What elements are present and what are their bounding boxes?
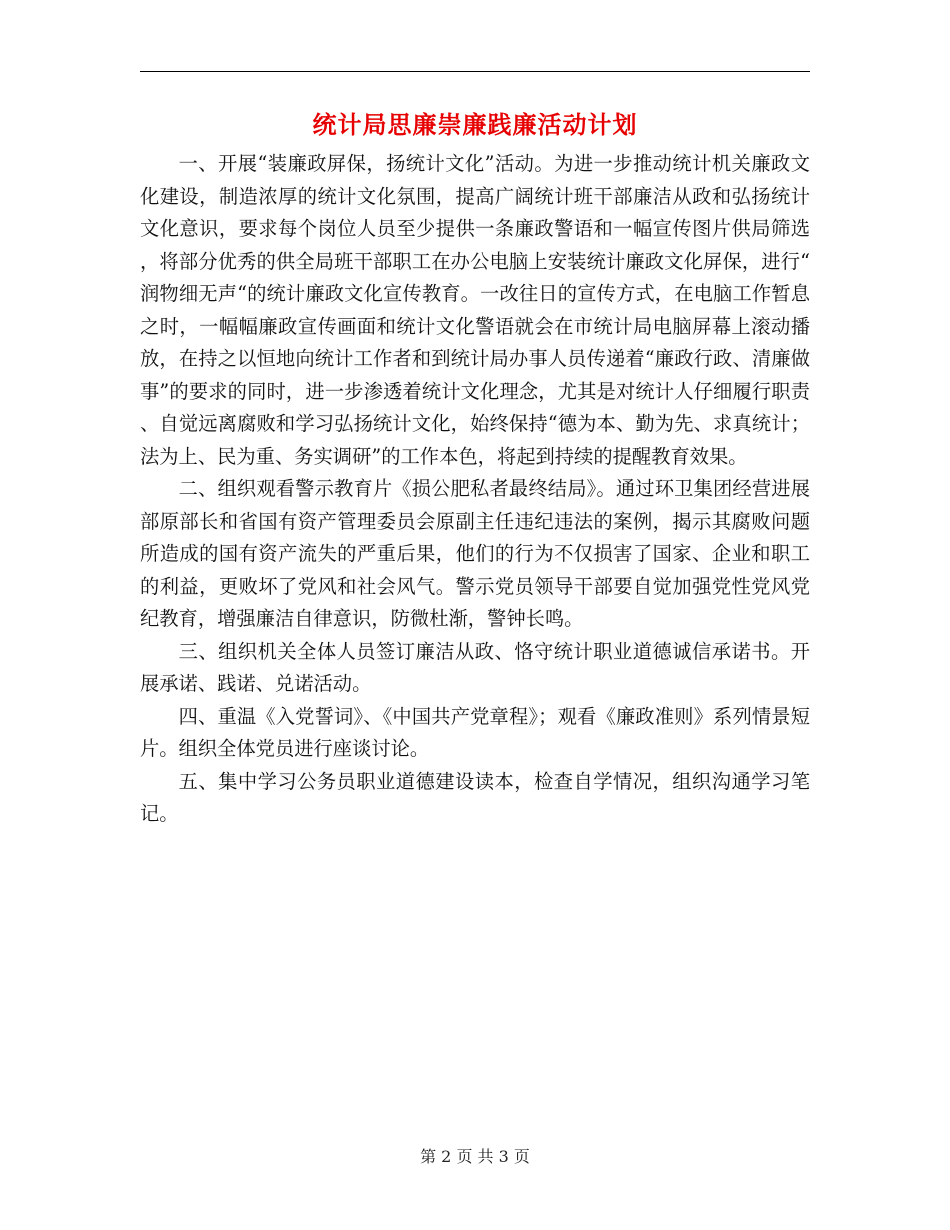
paragraph-4: 四、重温《入党誓词》、《中国共产党章程》；观看《廉政准则》系列情景短片。组织全体党员进行座谈讨论。	[140, 704, 810, 760]
document-body	[140, 148, 810, 831]
paragraph-2: 二、组织观看警示教育片《损公肥私者最终结局》。通过环卫集团经营进展部原部长和省国有资产管理委员会原副主任违纪违法的案例，揭示其腐败问题所造成的国有资产流失的严重后果，他们的行为不仅损害了国家、企业和职工的利益，更败坏了党风和社会风气。警示党员领导干部要自觉加强党性党风党纪教育，增强廉洁自律意识，防微杜渐，警钟长鸣。	[140, 477, 810, 630]
page-number: 第 2 页 共 3 页	[420, 1147, 530, 1166]
paragraph-5: 五、集中学习公务员职业道德建设读本，检查自学情况，组织沟通学习笔记。	[140, 769, 810, 825]
paragraph-3: 三、组织机关全体人员签订廉洁从政、恪守统计职业道德诚信承诺书。开展承诺、践诺、兑诺活动。	[140, 639, 810, 695]
paragraph-1: 一、开展“装廉政屏保，扬统计文化”活动。为进一步推动统计机关廉政文化建设，制造浓厚的统计文化氛围，提高广阔统计班干部廉洁从政和弘扬统计文化意识，要求每个岗位人员至少提供一条廉政警语和一幅宣传图片供局筛选，将部分优秀的供全局班干部职工在办公电脑上安装统计廉政文化屏保，进行“润物细无声“的统计廉政文化宣传教育。一改往日的宣传方式，在电脑工作暂息之时，一幅幅廉政宣传画面和统计文化警语就会在市统计局电脑屏幕上滚动播放，在持之以恒地向统计工作者和到统计局办事人员传递着“廉政行政、清廉做事”的要求的同时，进一步渗透着统计文化理念，尤其是对统计人仔细履行职责、自觉远离腐败和学习弘扬统计文化，始终保持“德为本、勤为先、求真统计；法为上、民为重、务实调研”的工作本色，将起到持续的提醒教育效果。	[140, 152, 810, 468]
page-title: 统计局思廉崇廉践廉活动计划	[312, 110, 638, 139]
header-rule	[140, 71, 810, 72]
